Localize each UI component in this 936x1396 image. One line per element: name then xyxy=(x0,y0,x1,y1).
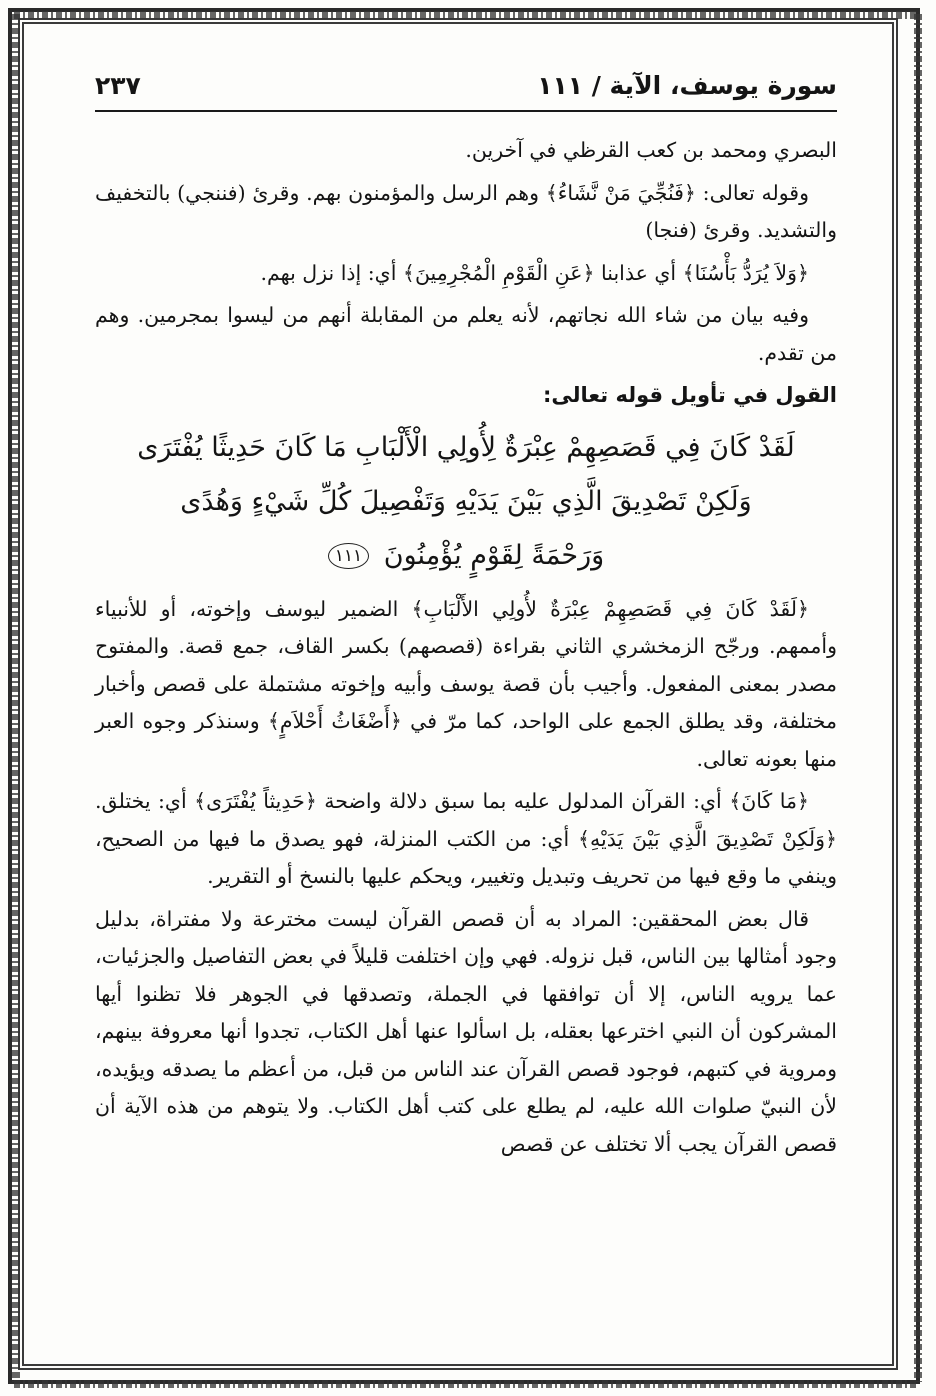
verse-line-2: وَلَكِنْ تَصْدِيقَ الَّذِي بَيْنَ يَدَيْهِ وَتَفْصِيلَ كُلِّ شَيْءٍ وَهُدًى xyxy=(180,485,752,517)
border-ornament-right xyxy=(914,14,922,1382)
paragraph-7: قال بعض المحققين: المراد به أن قصص القرآن ليست مخترعة ولا مفتراة، بدليل وجود أمثالها بين الناس، قبل نزوله. فهي وإن اختلفت قليلاً في بعض التفاصيل والجزئيات، عما يرويه الناس، إلا أن توافقها في الجملة، وتصدقها في الجوهر فلا تظنوا أيها المشركون أن النبي اخترعها بعقله، بل اسألوا عنها أهل الكتاب، تجدوا أنها معروفة بينهم، ومروية في كتبهم، فوجود قصص القرآن عند الناس من قبل، من أعظم ما يصدقه ويؤيده، لأن النبيّ صلوات الله عليه، لم يطلع على كتب أهل الكتاب. ولا يتوهم من هذه الآية أن قصص القرآن يجب ألا تختلف عن قصص xyxy=(95,906,837,1156)
page-body xyxy=(95,112,837,1163)
running-header xyxy=(95,60,837,112)
paragraph-5: ﴿لَقَدْ كَانَ فِي قَصَصِهِمْ عِبْرَةٌ لأُولِي الأَلْبَابِ﴾ الضمير ليوسف وإخوته، أو للأنبياء وأممهم. ورجّح الزمخشري الثاني بقراءة (قصصهم) بكسر القاف، جمع قصة. والمفتوح مصدر بمعنى المفعول. وأجيب بأن قصة يوسف وأبيه وإخوته مشتملة على قصص وأخبار مختلفة، وقد يطلق الجمع على الواحد، كما مرّ في ﴿أَضْغَاثُ أَحْلاَمٍ﴾ وسنذكر وجوه العبر منها بعونه تعالى. xyxy=(95,596,837,771)
section-heading: القول في تأويل قوله تعالى: xyxy=(543,383,837,407)
paragraph-4: وفيه بيان من شاء الله نجاتهم، لأنه يعلم من المقابلة أنهم من ليسوا بمجرمين. وهم من تقدم. xyxy=(95,303,837,365)
page-content xyxy=(95,60,837,1320)
paragraph-6: ﴿مَا كَانَ﴾ أي: القرآن المدلول عليه بما سبق دلالة واضحة ﴿حَدِيثاً يُفْتَرَى﴾ أي: يختلق. ﴿وَلَكِنْ تَصْدِيقَ الَّذِي بَيْنَ يَدَيْهِ﴾ أي: من الكتب المنزلة، فهو يصدق ما فيها من الصحيح، وينفي ما وقع فيها من تحريف وتبديل وتغيير، ويحكم عليها بالنسخ أو التقرير. xyxy=(95,789,837,888)
paragraph-1: البصري ومحمد بن كعب القرظي في آخرين. xyxy=(465,138,837,162)
verse-line-3-text: وَرَحْمَةً لِقَوْمٍ يُؤْمِنُونَ xyxy=(383,539,605,571)
header-title: سورة يوسف، الآية / ١١١ xyxy=(537,70,837,100)
paragraph-2: وقوله تعالى: ﴿فَنُجِّيَ مَنْ نَّشَاءُ﴾ وهم الرسل والمؤمنون بهم. وقرئ (فننجي) بالتخفيف والتشديد. وقرئ (فنجا) xyxy=(95,180,837,242)
border-ornament-bottom xyxy=(14,1380,918,1388)
paragraph-3: ﴿وَلاَ يُرَدُّ بَأْسُنَا﴾ أي عذابنا ﴿عَنِ الْقَوْمِ الْمُجْرِمِينَ﴾ أي: إذا نزل بهم. xyxy=(260,260,809,285)
border-ornament-top xyxy=(14,11,918,19)
ayah-number-mark: ١١١ xyxy=(328,543,369,569)
verse-line-3 xyxy=(95,529,837,583)
verse-line-1: لَقَدْ كَانَ فِي قَصَصِهِمْ عِبْرَةٌ لِأُولِي الْأَلْبَابِ مَا كَانَ حَدِيثًا يُفْتَرَى xyxy=(137,431,795,463)
page-number: ٢٣٧ xyxy=(95,70,141,100)
quranic-verse xyxy=(95,421,837,583)
border-ornament-left xyxy=(12,14,20,1382)
